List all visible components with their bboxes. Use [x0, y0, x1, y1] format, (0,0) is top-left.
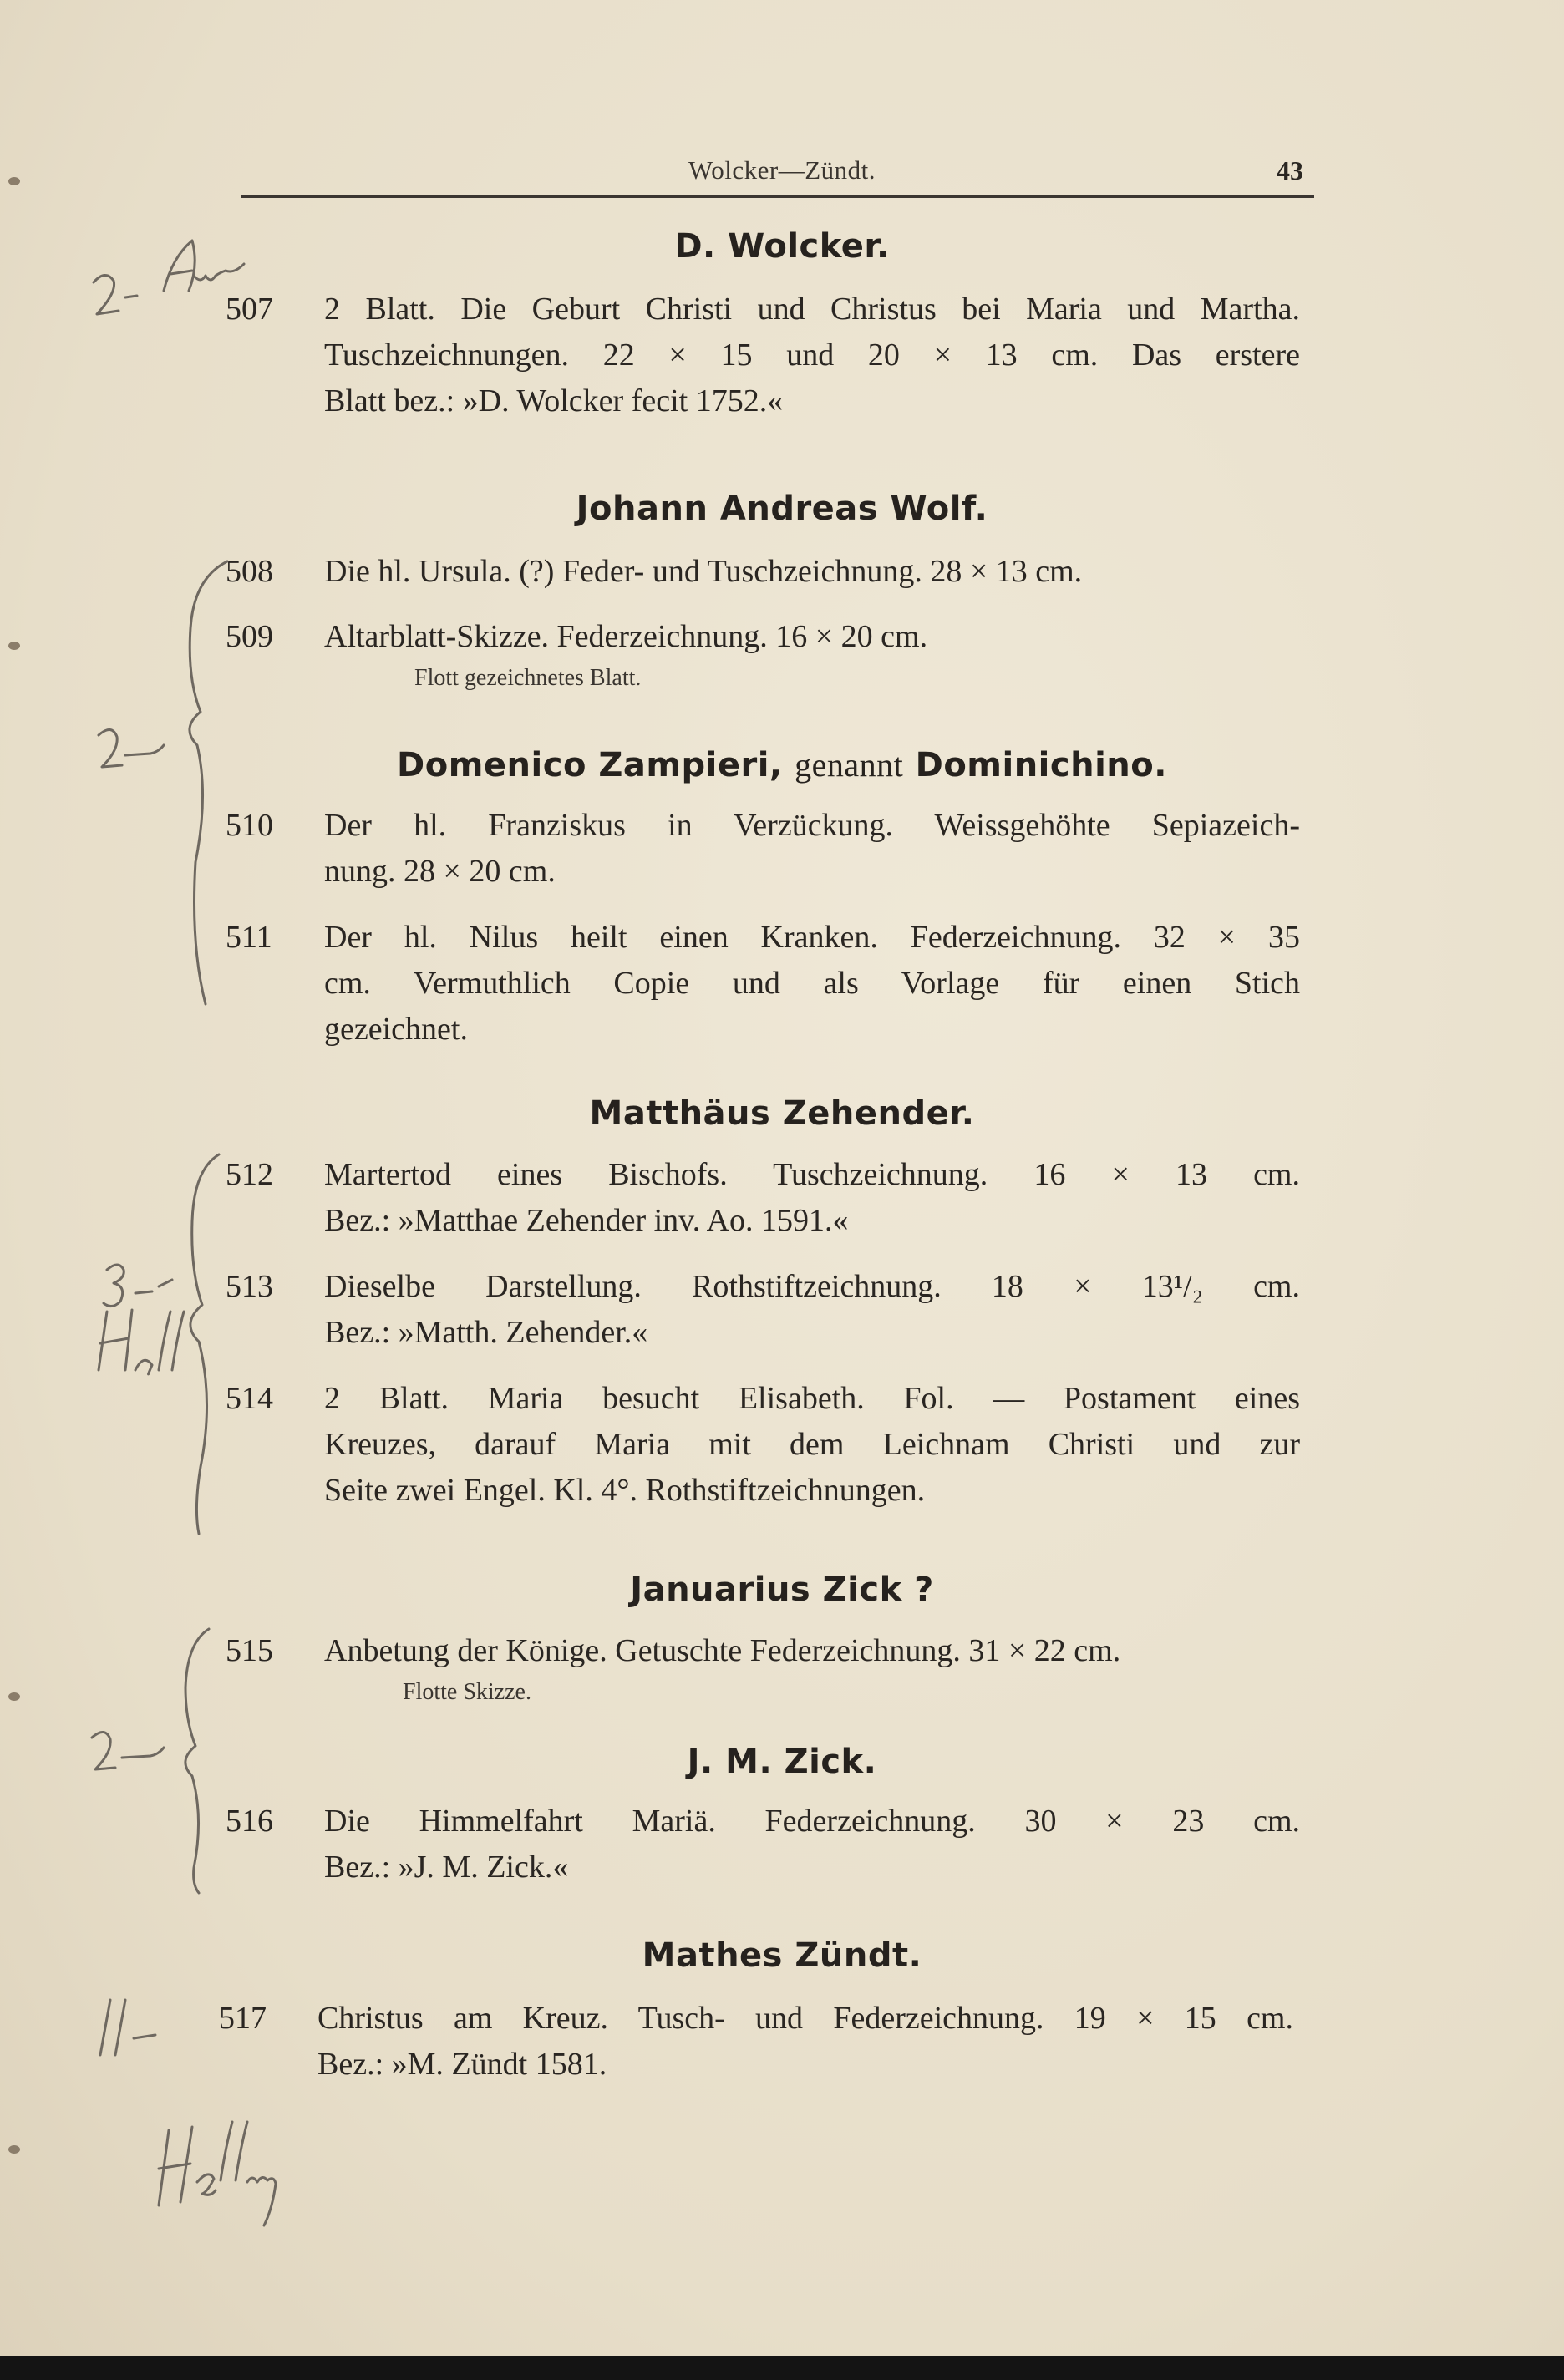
entry-number: 515: [226, 1633, 273, 1668]
pencil-mark: [159, 2122, 276, 2225]
entry-line: Altarblatt-Skizze. Federzeichnung. 16 × 20 cm.: [324, 619, 928, 654]
entry-line: Martertod eines Bischofs. Tuschzeichnung. 16 × 13 cm.: [324, 1157, 1300, 1192]
entry-line: Christus am Kreuz. Tusch- und Federzeichnung. 19 × 15 cm.: [317, 2001, 1293, 2036]
entry-number: 510: [226, 808, 273, 843]
pencil-mark: [92, 1732, 164, 1769]
entry-line: Dieselbe Darstellung. Rothstiftzeichnung. 18 × 13¹/₂ cm.: [324, 1269, 1300, 1304]
pencil-mark: [125, 296, 137, 297]
pencil-mark: [185, 1629, 209, 1893]
entry-line: Die hl. Ursula. (?) Feder- und Tuschzeichnung. 28 × 13 cm.: [324, 554, 1083, 589]
entry-line: Der hl. Nilus heilt einen Kranken. Federzeichnung. 32 × 35: [324, 920, 1300, 955]
artist-name: Domenico Zampieri,: [397, 746, 783, 784]
artist-heading: D. Wolcker.: [674, 227, 890, 266]
pencil-mark: [99, 1310, 184, 1374]
entry-number: 513: [226, 1269, 273, 1304]
artist-heading: J. M. Zick.: [687, 1743, 877, 1781]
artist-heading: Januarius Zick ?: [630, 1571, 934, 1609]
page-number: 43: [1277, 155, 1303, 185]
entry-number: 516: [226, 1804, 273, 1839]
entry-number: 517: [219, 2001, 267, 2036]
entry-line: gezeichnet.: [324, 1012, 468, 1047]
entry-line: Blatt bez.: »D. Wolcker fecit 1752.«: [324, 383, 784, 419]
entry-number: 514: [226, 1381, 273, 1416]
entry-line: Die Himmelfahrt Mariä. Federzeichnung. 30 × 23 cm.: [324, 1804, 1300, 1839]
running-title: Wolcker—Zündt.: [688, 155, 876, 185]
pencil-mark: [99, 729, 164, 767]
pencil-mark: [104, 1265, 172, 1307]
entry-note: Flott gezeichnetes Blatt.: [414, 665, 642, 691]
entry-line: Bez.: »J. M. Zick.«: [324, 1850, 569, 1885]
artist-heading: Matthäus Zehender.: [589, 1094, 975, 1133]
pencil-mark: [164, 241, 244, 291]
entry-line: cm. Vermuthlich Copie und als Vorlage für einen Stich: [324, 966, 1300, 1001]
pencil-mark: [190, 1154, 219, 1534]
entry-number: 511: [226, 920, 272, 955]
entry-number: 507: [226, 292, 273, 327]
entry-number: 508: [226, 554, 273, 589]
entry-line: Tuschzeichnungen. 22 × 15 und 20 × 13 cm. Das erstere: [324, 337, 1300, 373]
artist-heading: Johann Andreas Wolf.: [576, 490, 988, 528]
entry-line: 2 Blatt. Maria besucht Elisabeth. Fol. — Postament eines: [324, 1381, 1300, 1416]
entry-line: Bez.: »Matth. Zehender.«: [324, 1315, 648, 1350]
pencil-mark: [100, 2000, 155, 2055]
artist-alias: Dominichino.: [915, 746, 1167, 784]
entry-line: Anbetung der Könige. Getuschte Federzeichnung. 31 × 22 cm.: [324, 1633, 1121, 1668]
artist-heading: Mathes Zündt.: [642, 1936, 922, 1975]
entry-number: 509: [226, 619, 273, 654]
artist-alias-word: genannt: [795, 746, 904, 784]
pencil-mark: [190, 561, 227, 1004]
entry-line: Seite zwei Engel. Kl. 4°. Rothstiftzeichnungen.: [324, 1473, 926, 1508]
entry-number: 512: [226, 1157, 273, 1192]
pencil-mark: [94, 275, 119, 314]
entry-line: nung. 28 × 20 cm.: [324, 854, 556, 889]
entry-line: 2 Blatt. Die Geburt Christi und Christus bei Maria und Martha.: [324, 292, 1300, 327]
entry-line: Der hl. Franziskus in Verzückung. Weissgehöhte Sepiazeich-: [324, 808, 1300, 843]
entry-line: Kreuzes, darauf Maria mit dem Leichnam Christi und zur: [324, 1427, 1300, 1462]
entry-line: Bez.: »Matthae Zehender inv. Ao. 1591.«: [324, 1203, 849, 1238]
entry-line: Bez.: »M. Zündt 1581.: [317, 2047, 607, 2082]
entry-note: Flotte Skizze.: [403, 1679, 531, 1705]
scan-border: [0, 2356, 1564, 2380]
